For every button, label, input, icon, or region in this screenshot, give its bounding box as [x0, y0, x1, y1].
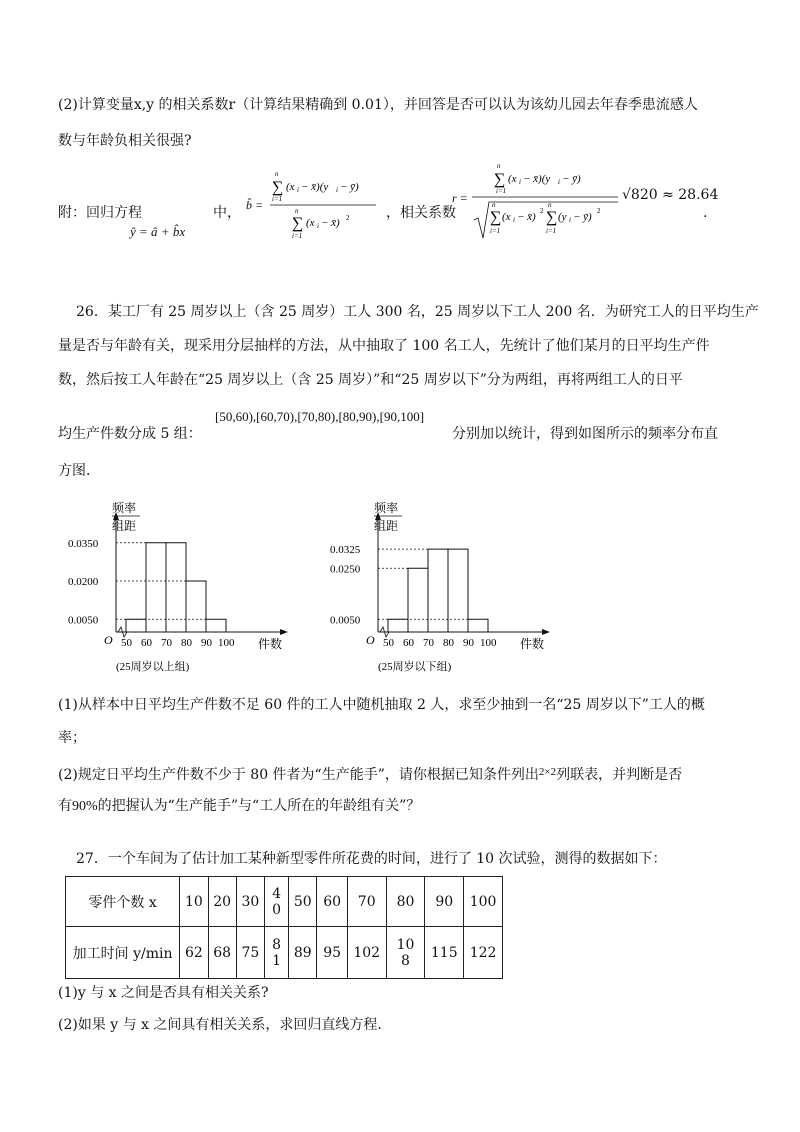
q27-intro: 27．一个车间为了估计加工某种新型零件所花费的时间，进行了 10 次试验，测得的数据如下：: [76, 851, 667, 867]
y-tick-label: 0.0250: [330, 563, 361, 576]
q25-part2-line1: (2)计算变量x,y 的相关系数r（计算结果精确到 0.01），并回答是否可以认为该幼儿园去年春季患流感人: [58, 97, 698, 113]
table-cell: 89: [289, 927, 317, 979]
y-tick-label: 0.0050: [330, 614, 361, 627]
histogram-caption: (25周岁以上组): [116, 661, 190, 673]
svg-text:i=1: i=1: [546, 227, 557, 235]
row2-label: 加工时间 y/min: [66, 927, 180, 979]
table-cell: 100: [464, 877, 503, 927]
x-tick-label: 80: [181, 637, 192, 649]
svg-text:i: i: [558, 178, 560, 186]
q26-line5: 方图．: [58, 463, 100, 479]
svg-text:− x̄): − x̄): [517, 211, 536, 223]
table-cell: 10 8: [386, 927, 425, 979]
y-tick-label: 0.0325: [330, 544, 361, 557]
appendix-mid: 中，: [213, 205, 241, 221]
histogram-bar: [206, 619, 226, 632]
table-cell: 60: [317, 877, 347, 927]
q26-line3: 数，然后按工人年龄在“25 周岁以上（含 25 周岁）”和“25 周岁以下”分为两组，再将两组工人的日平: [58, 372, 683, 388]
q26-part2-2x2: 2×2: [538, 766, 557, 778]
svg-text:i: i: [317, 222, 319, 230]
x-tick-label: 90: [463, 637, 474, 649]
svg-text:∑: ∑: [292, 215, 304, 232]
x-tick-label: 100: [218, 637, 235, 649]
svg-text:− x̄)(y: − x̄)(y: [523, 173, 551, 185]
appendix-corr-label: ，相关系数: [386, 205, 456, 221]
svg-text:n: n: [497, 162, 501, 170]
x-axis-arrow: [280, 629, 288, 635]
row1-label: 零件个数 x: [66, 877, 180, 927]
q26-part2-line1-a: (2)规定日平均生产件数不少于 80 件者为“生产能手”，请你根据已知条件列出: [58, 767, 539, 783]
q26-part2-line1: [58, 762, 682, 785]
svg-text:i: i: [569, 216, 571, 224]
sqrt-820-value: √820 ≈ 28.64: [622, 187, 719, 203]
origin-label: O: [104, 633, 113, 647]
histogram-under-25: [330, 500, 570, 684]
svg-text:− x̄)(y: − x̄)(y: [301, 181, 329, 193]
histogram-over-25-svg: [68, 500, 308, 680]
svg-text:i=1: i=1: [490, 227, 501, 235]
q26-part2-line2-c: 的把握认为“生产能手”与“工人所在的年龄组有关”？: [97, 798, 421, 814]
table-cell: 75: [236, 927, 264, 979]
r-fraction: [472, 160, 622, 246]
svg-text:n: n: [492, 201, 496, 209]
table-cell: 62: [180, 927, 208, 979]
histogram-bar: [186, 581, 206, 632]
q26-part2-90pct: 90%: [72, 799, 98, 814]
q26-line4-left: 均生产件数分成 5 组：: [58, 426, 202, 442]
x-axis-label: 件数: [520, 637, 545, 651]
q27-data-table: [65, 876, 503, 979]
y-label-bottom: 组距: [374, 519, 399, 533]
histogram-bar: [146, 543, 166, 632]
table-cell: 20: [208, 877, 236, 927]
q26-part2-line2-a: 有: [58, 798, 72, 814]
y-label-bottom: 组距: [112, 519, 137, 533]
x-tick-label: 50: [383, 637, 394, 649]
r-label: r =: [452, 191, 468, 205]
svg-text:(x: (x: [286, 181, 295, 193]
table-cell: 102: [347, 927, 386, 979]
histogram-over-25: [68, 500, 308, 684]
x-tick-label: 50: [121, 637, 132, 649]
table-cell: 80: [386, 877, 425, 927]
svg-text:i: i: [513, 216, 515, 224]
histogram-under-25-svg: [330, 500, 570, 680]
q26-line1: 26．某工厂有 25 周岁以上（含 25 周岁）工人 300 名，25 周岁以下工人 200 名．为研究工人的日平均生产: [76, 304, 759, 320]
svg-text:∑: ∑: [272, 179, 284, 196]
svg-text:i: i: [519, 178, 521, 186]
x-tick-label: 60: [403, 637, 414, 649]
b-hat-fraction-svg: [270, 168, 378, 244]
table-cell: 68: [208, 927, 236, 979]
table-cell: 30: [236, 877, 264, 927]
svg-text:− ȳ): − ȳ): [562, 173, 581, 185]
histogram-bar: [408, 568, 428, 632]
x-tick-label: 90: [201, 637, 212, 649]
svg-text:2: 2: [597, 207, 601, 215]
svg-text:− ȳ): − ȳ): [573, 211, 592, 223]
origin-label: O: [366, 633, 375, 647]
svg-text:∑: ∑: [490, 209, 502, 226]
appendix-end: .: [703, 205, 708, 221]
y-tick-label: 0.0350: [68, 537, 99, 550]
table-cell: 4 0: [265, 877, 289, 927]
q26-part2-line2: [58, 796, 420, 817]
appendix-prefix: 附：回归方程: [58, 205, 142, 221]
q26-intervals: [50,60),[60,70),[70,80),[80,90),[90,100]: [215, 409, 425, 424]
x-tick-label: 100: [480, 637, 497, 649]
histogram-bar: [388, 619, 408, 632]
y-label-top: 频率: [112, 501, 137, 515]
regression-equation: ŷ = â + b̂x: [130, 224, 186, 239]
b-hat-fraction: [270, 168, 378, 244]
svg-text:n: n: [275, 170, 279, 178]
svg-text:∑: ∑: [546, 209, 558, 226]
svg-text:i: i: [297, 186, 299, 194]
table-cell: 115: [425, 927, 464, 979]
svg-text:− x̄): − x̄): [321, 217, 340, 229]
q26-line2: 量是否与年龄有关，现采用分层抽样的方法，从中抽取了 100 名工人，先统计了他们某月的日平均生产件: [58, 338, 710, 354]
svg-text:i: i: [336, 186, 338, 194]
histogram-bar: [126, 619, 146, 632]
table-cell: 10: [180, 877, 208, 927]
q25-part2-line2: 数与年龄负相关很强?: [58, 133, 192, 149]
q26-line4-right: 分别加以统计，得到如图所示的频率分布直: [452, 426, 718, 442]
y-tick-label: 0.0050: [68, 614, 99, 627]
svg-text:n: n: [548, 201, 552, 209]
svg-text:(x: (x: [508, 173, 517, 185]
svg-text:i=1: i=1: [292, 232, 303, 240]
svg-text:i=1: i=1: [496, 187, 507, 195]
svg-text:2: 2: [540, 207, 544, 215]
svg-text:(x: (x: [502, 211, 511, 223]
x-tick-label: 70: [161, 637, 172, 649]
x-tick-label: 60: [141, 637, 152, 649]
x-axis-label: 件数: [258, 637, 283, 651]
table-cell: 122: [464, 927, 503, 979]
y-label-top: 频率: [374, 501, 399, 515]
table-row: [66, 927, 503, 979]
x-tick-label: 80: [443, 637, 454, 649]
x-tick-label: 70: [423, 637, 434, 649]
y-tick-label: 0.0200: [68, 576, 99, 588]
x-axis-arrow: [542, 629, 550, 635]
table-cell: 70: [347, 877, 386, 927]
svg-text:− ȳ): − ȳ): [340, 181, 359, 193]
svg-text:i=1: i=1: [272, 195, 283, 203]
q26-part1-line2: 率；: [58, 730, 86, 746]
q27-part1: (1)y 与 x 之间是否具有相关关系?: [58, 985, 269, 1001]
r-fraction-svg: [472, 160, 622, 246]
svg-text:n: n: [295, 207, 299, 215]
q27-part2: (2)如果 y 与 x 之间具有相关关系，求回归直线方程.: [58, 1017, 382, 1033]
table-cell: 8 1: [265, 927, 289, 979]
q26-part2-line1-c: 列联表，并判断是否: [556, 767, 683, 783]
svg-text:(x: (x: [306, 217, 315, 229]
b-hat-label: b̂ =: [246, 198, 264, 212]
histogram-caption: (25周岁以下组): [378, 661, 452, 673]
table-cell: 90: [425, 877, 464, 927]
table-cell: 50: [289, 877, 317, 927]
q26-part1-line1: (1)从样本中日平均生产件数不足 60 件的工人中随机抽取 2 人，求至少抽到一名“25 周岁以下”工人的概: [58, 697, 705, 713]
svg-text:(y: (y: [558, 211, 567, 223]
table-cell: 95: [317, 927, 347, 979]
histogram-bar: [468, 619, 488, 632]
svg-text:∑: ∑: [494, 171, 506, 188]
svg-text:2: 2: [346, 214, 350, 222]
histogram-bar: [166, 543, 186, 632]
table-row: [66, 877, 503, 927]
